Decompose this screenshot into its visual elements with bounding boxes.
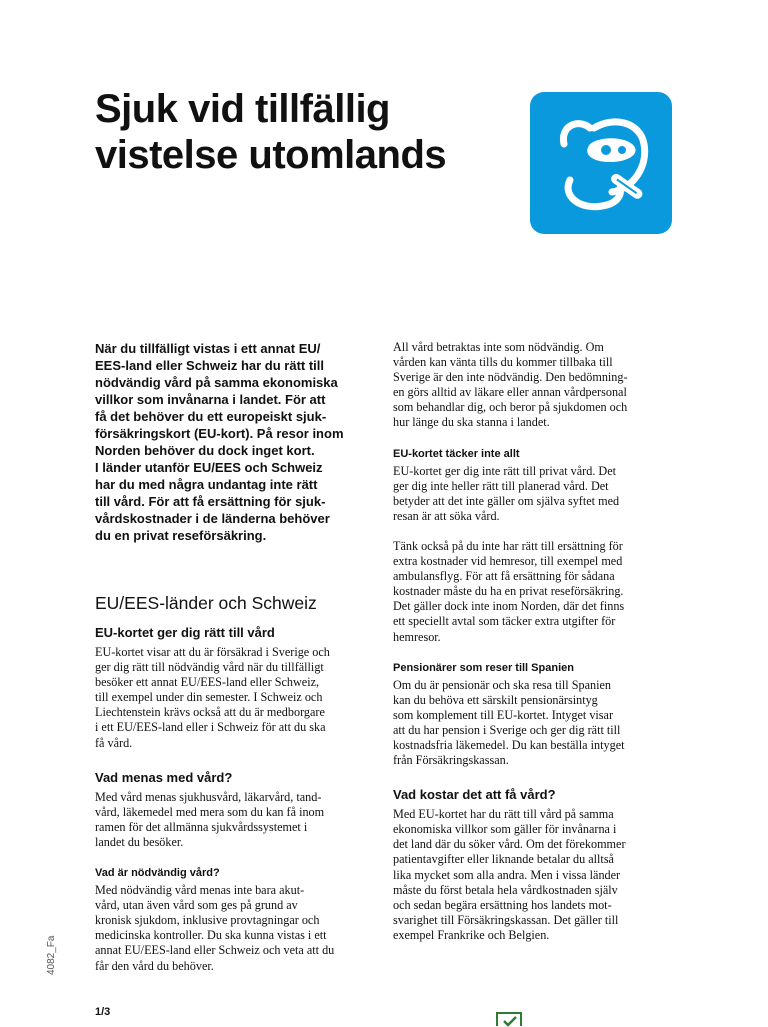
text-line: och sedan begära ersättning hos landets mot- bbox=[393, 897, 612, 912]
text-line: som komplement till EU-kortet. Intyget visar bbox=[393, 707, 614, 722]
paragraph-necessary-care bbox=[95, 883, 377, 974]
text-line: Om du är pensionär och ska resa till Spanien bbox=[393, 677, 611, 692]
text-line: det land där du söker vård. Om det förekommer bbox=[393, 837, 626, 852]
right-column bbox=[393, 340, 673, 943]
subheading-necessary-care: Vad är nödvändig vård? bbox=[95, 867, 220, 880]
text-line: i ett EU/EES-land eller i Schweiz för att du ska bbox=[95, 720, 326, 735]
page-number: 1/3 bbox=[95, 1006, 111, 1018]
text-line: kronisk sjukdom, inklusive provtagningar och bbox=[95, 913, 320, 928]
text-line: Tänk också på du inte har rätt till ersättning för bbox=[393, 538, 623, 553]
paragraph-card-not-all bbox=[393, 464, 673, 524]
text-line: EU-kortet visar att du är försäkrad i Sverige och bbox=[95, 645, 330, 659]
paragraph-what-is-care bbox=[95, 790, 377, 850]
subheading-eu-card: EU-kortet ger dig rätt till vård bbox=[95, 625, 275, 640]
text-line: får den vård du behöver. bbox=[95, 958, 214, 973]
title-line: vistelse utomlands bbox=[95, 133, 447, 177]
intro-line: försäkringskort (EU-kort). På resor inom bbox=[95, 426, 344, 441]
sick-face-thermometer-icon bbox=[530, 92, 672, 234]
title-line: Sjuk vid tillfällig bbox=[95, 87, 390, 131]
paragraph-pensioners-spain bbox=[393, 678, 673, 769]
text-line: vård, utan även vård som ges på grund av bbox=[95, 898, 298, 913]
text-line: Sverige är den inte nödvändig. Den bedömning- bbox=[393, 370, 628, 385]
text-line: vård, läkemedel med mera som du kan få inom bbox=[95, 804, 325, 819]
intro-line: få det behöver du ett europeiskt sjuk- bbox=[95, 409, 327, 424]
text-line: måste du först betala hela vårdkostnaden själv bbox=[393, 882, 618, 897]
document-code: 4082_Fa bbox=[46, 935, 57, 975]
intro-line: EES-land eller Schweiz har du rätt till bbox=[95, 358, 324, 373]
intro-paragraph bbox=[95, 340, 377, 544]
text-line: kostnadsfria läkemedel. Du kan beställa intyget bbox=[393, 737, 625, 752]
text-line: Liechtenstein krävs också att du är medborgare bbox=[95, 705, 325, 720]
text-line: annat EU/EES-land eller Schweiz och veta att du bbox=[95, 943, 335, 958]
paragraph-home-travel bbox=[393, 539, 673, 645]
paragraph-not-all-necessary bbox=[393, 340, 673, 431]
intro-line: I länder utanför EU/EES och Schweiz bbox=[95, 460, 323, 475]
text-line: lika mycket som alla andra. Men i vissa länder bbox=[393, 867, 621, 882]
text-line: medicinska kontroller. Du ska kunna vistas i ett bbox=[95, 928, 327, 943]
text-line: ekonomiska villkor som gäller för invånarna i bbox=[393, 822, 617, 837]
text-line: betyder att det inte gäller om själva syftet med bbox=[393, 493, 620, 508]
intro-line: När du tillfälligt vistas i ett annat EU/ bbox=[95, 341, 321, 356]
text-line: ambulansflyg. För att få ersättning för sådana bbox=[393, 569, 615, 584]
text-line: hemresor. bbox=[393, 629, 441, 644]
text-line: kan du behöva ett särskilt pensionärsintyg bbox=[393, 692, 598, 707]
intro-line: du en privat reseförsäkring. bbox=[95, 528, 267, 543]
text-line: ger dig inte heller rätt till planerad vård. Det bbox=[393, 478, 609, 493]
text-line: EU-kortet ger dig inte rätt till privat vård. Det bbox=[393, 463, 617, 478]
text-line: ramen för det allmänna sjukvårdssystemet i bbox=[95, 819, 308, 834]
intro-line: har du med några undantag inte rätt bbox=[95, 477, 318, 492]
text-line: Det gäller dock inte inom Norden, där det finns bbox=[393, 599, 625, 614]
intro-line: Norden behöver du dock inget kort. bbox=[95, 443, 315, 458]
text-line: Med nödvändig vård menas inte bara akut- bbox=[95, 883, 305, 898]
text-line: få vård. bbox=[95, 735, 133, 750]
subheading-what-is-care: Vad menas med vård? bbox=[95, 769, 233, 785]
text-line: ett speciellt avtal som täcker extra utgifter för bbox=[393, 614, 616, 629]
intro-line: till vård. För att få ersättning för sjuk- bbox=[95, 494, 326, 509]
paragraph-eu-card bbox=[95, 645, 377, 751]
text-line: hur länge du ska stanna i landet. bbox=[393, 415, 550, 430]
text-line: patientavgifter eller liknande betalar du alltså bbox=[393, 852, 614, 867]
text-line: kostnader måste du ha en privat reseförsäkring. bbox=[393, 584, 624, 599]
subheading-cost-of-care: Vad kostar det att få vård? bbox=[393, 787, 556, 803]
text-line: vården kan vänta tills du kommer tillbaka till bbox=[393, 355, 613, 370]
text-line: exempel Frankrike och Belgien. bbox=[393, 927, 550, 942]
subheading-card-not-all: EU-kortet täcker inte allt bbox=[393, 447, 520, 460]
intro-line: vårdskostnader i de länderna behöver bbox=[95, 511, 330, 526]
text-line: från Försäkringskassan. bbox=[393, 753, 509, 768]
text-line: att du har pension i Sverige och ger dig rätt till bbox=[393, 722, 621, 737]
text-line: svarighet till Försäkringskassan. Det gäller till bbox=[393, 912, 619, 927]
left-column bbox=[95, 340, 377, 974]
page-title bbox=[95, 86, 515, 178]
text-line: ger dig rätt till nödvändig vård när du tillfälligt bbox=[95, 660, 324, 675]
paragraph-cost-of-care bbox=[393, 807, 673, 943]
section-heading-eu: EU/EES-länder och Schweiz bbox=[95, 593, 317, 613]
text-line: som behandlar dig, och beror på sjukdomen och bbox=[393, 400, 628, 415]
text-line: besöker ett annat EU/EES-land eller Schweiz, bbox=[95, 675, 320, 690]
text-line: landet du besöker. bbox=[95, 834, 184, 849]
text-line: extra kostnader vid hemresor, till exempel med bbox=[393, 554, 623, 569]
text-line: resan är att söka vård. bbox=[393, 508, 500, 523]
text-line: Med vård menas sjukhusvård, läkarvård, tand- bbox=[95, 789, 322, 804]
text-line: till exempel under din semester. I Schweiz och bbox=[95, 690, 323, 705]
text-line: Med EU-kortet har du rätt till vård på samma bbox=[393, 807, 614, 822]
text-line: en görs alltid av läkare eller annan vårdpersonal bbox=[393, 385, 627, 400]
subheading-pensioners-spain: Pensionärer som reser till Spanien bbox=[393, 661, 574, 674]
text-line: All vård betraktas inte som nödvändig. Om bbox=[393, 340, 604, 354]
intro-line: villkor som invånarna i landet. För att bbox=[95, 392, 326, 407]
intro-line: nödvändig vård på samma ekonomiska bbox=[95, 375, 338, 390]
